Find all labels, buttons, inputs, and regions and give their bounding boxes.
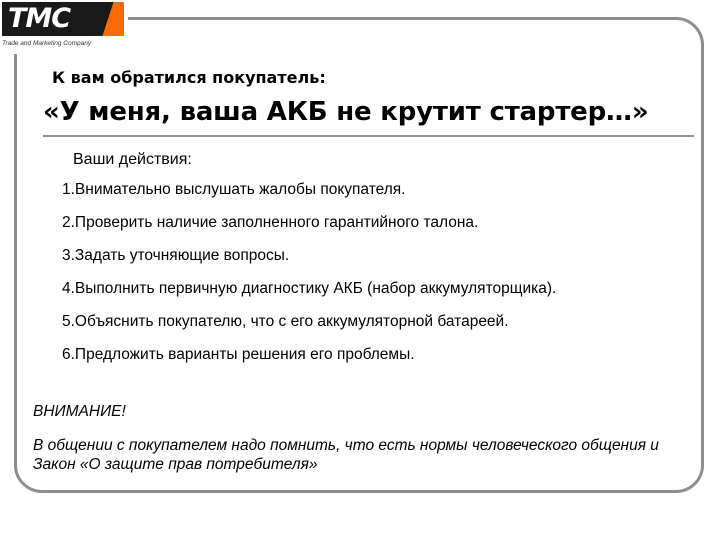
list-item: 3.Задать уточняющие вопросы. bbox=[62, 247, 290, 264]
slide-title: «У меня, ваша АКБ не крутит стартер…» bbox=[43, 97, 649, 127]
warning-text: В общении с покупателем надо помнить, что есть нормы человеческого общения и Закон «О защите прав потребителя» bbox=[33, 437, 659, 473]
list-item: 2.Проверить наличие заполненного гарантийного талона. bbox=[62, 214, 479, 231]
title-divider bbox=[43, 135, 694, 137]
actions-list bbox=[62, 181, 556, 379]
logo-badge bbox=[2, 2, 124, 36]
logo-tagline: Trade and Marketing Company bbox=[2, 40, 92, 47]
list-item: 1.Внимательно выслушать жалобы покупателя. bbox=[62, 181, 406, 198]
slide-subtitle: К вам обратился покупатель: bbox=[52, 68, 326, 87]
warning-heading: ВНИМАНИЕ! bbox=[33, 403, 126, 420]
company-logo bbox=[0, 0, 130, 52]
list-item: 6.Предложить варианты решения его проблемы. bbox=[62, 346, 415, 363]
actions-heading: Ваши действия: bbox=[73, 151, 192, 168]
list-item: 5.Объяснить покупателю, что с его аккумуляторной батареей. bbox=[62, 313, 509, 330]
logo-text: TMC bbox=[8, 3, 71, 34]
list-item: 4.Выполнить первичную диагностику АКБ (набор аккумуляторщика). bbox=[62, 280, 557, 297]
